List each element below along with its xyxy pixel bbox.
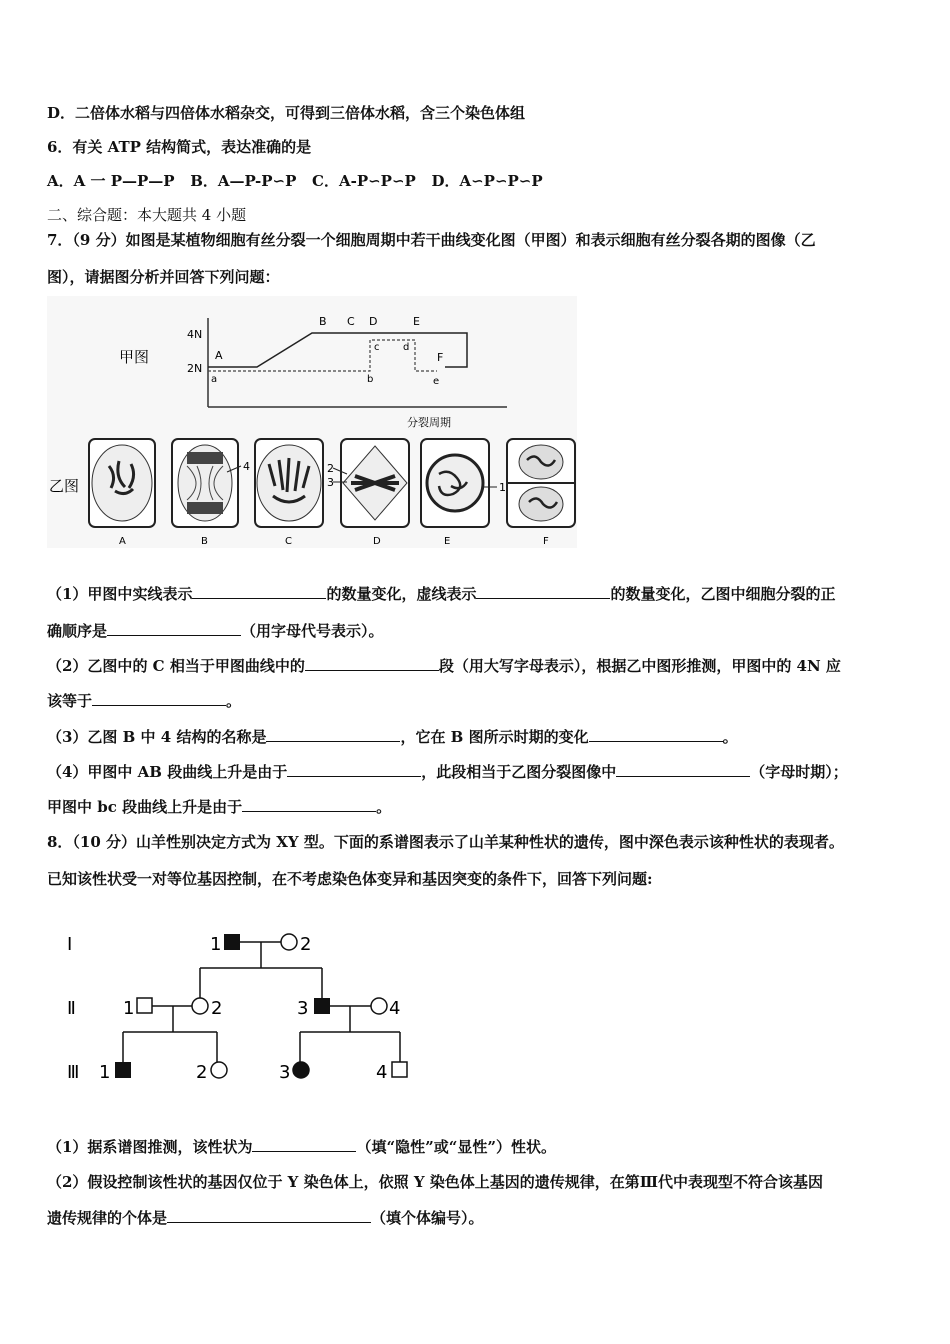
- point-e: e: [433, 376, 440, 387]
- gen3-label-3: 3: [279, 1062, 291, 1083]
- gen3-female-3-affected: [293, 1062, 309, 1078]
- callout-1: 1: [499, 481, 506, 494]
- gen1-label-2: 2: [300, 934, 312, 955]
- generation-III: Ⅲ: [67, 1062, 80, 1083]
- q8-stem-line1: 8．（10 分）山羊性别决定方式为 XY 型。下面的系谱图表示了山羊某种性状的遗传，图中深色表示该种性状的表现者。: [47, 833, 844, 851]
- section-2-title: 二、综合题：本大题共 4 小题: [47, 206, 247, 224]
- gen1-male-affected: [224, 934, 240, 950]
- cell-letter-F: F: [543, 536, 549, 547]
- cell-letter-E: E: [444, 536, 451, 547]
- q7-part2-line2: 该等于 。: [47, 692, 242, 710]
- q8-part2-line2: 遗传规律的个体是 （填个体编号）。: [47, 1209, 484, 1227]
- point-a: a: [211, 374, 218, 385]
- q7-figure: [47, 296, 577, 548]
- answer-blank[interactable]: [167, 1208, 371, 1223]
- cell-letter-D: D: [373, 536, 381, 547]
- answer-blank[interactable]: [589, 727, 723, 742]
- point-F: F: [437, 351, 444, 364]
- generation-I: Ⅰ: [67, 934, 73, 955]
- x-axis-label: 分裂周期: [407, 416, 451, 429]
- point-C: C: [347, 315, 355, 328]
- cell-C: [255, 439, 323, 527]
- q7-part2-line1: （2）乙图中的 C 相当于甲图曲线中的 段（用大写字母表示），根据乙中图形推测，甲图中的 4N 应: [47, 657, 841, 675]
- gen2-female-2: [192, 998, 208, 1014]
- gen2-female-4: [371, 998, 387, 1014]
- cell-letter-C: C: [285, 536, 292, 547]
- gen2-label-3: 3: [297, 998, 309, 1019]
- point-b: b: [367, 374, 374, 385]
- q8-stem-line2: 已知该性状受一对等位基因控制，在不考虑染色体变异和基因突变的条件下，回答下列问题:: [47, 870, 653, 888]
- q7-part1-line1: （1）甲图中实线表示 的数量变化，虚线表示 的数量变化，乙图中细胞分裂的正: [47, 585, 836, 603]
- q7-part3: （3）乙图 B 中 4 结构的名称是 ，它在 B 图所示时期的变化 。: [47, 728, 738, 746]
- jia-label: 甲图: [119, 348, 150, 366]
- gen2-label-2: 2: [211, 998, 223, 1019]
- gen3-female-2: [211, 1062, 227, 1078]
- point-A: A: [215, 349, 223, 362]
- cell-B: [172, 439, 241, 527]
- answer-blank[interactable]: [616, 762, 750, 777]
- cell-D: [333, 439, 409, 527]
- answer-blank[interactable]: [252, 1137, 356, 1152]
- q6-options: A．A 一 P—P—P B．A—P-P∽P C．A-P∽P∽P D．A∽P∽P∽P: [47, 172, 543, 190]
- q7-part4-line1: （4）甲图中 AB 段曲线上升是由于 ，此段相当于乙图分裂图像中 （字母时期）；: [47, 763, 848, 781]
- gen3-label-4: 4: [376, 1062, 388, 1083]
- q7-stem-line2: 图），请据图分析并回答下列问题：: [47, 268, 280, 286]
- point-E: E: [413, 315, 420, 328]
- q5-option-d: D．二倍体水稻与四倍体水稻杂交，可得到三倍体水稻，含三个染色体组: [47, 104, 526, 122]
- q6-stem: 6．有关 ATP 结构简式，表达准确的是: [47, 138, 312, 156]
- callout-3: 3: [327, 476, 334, 489]
- q8-part1: （1）据系谱图推测，该性状为 （填“隐性”或“显性”）性状。: [47, 1138, 556, 1156]
- generation-II: Ⅱ: [67, 998, 76, 1019]
- yi-label: 乙图: [49, 477, 80, 495]
- answer-blank[interactable]: [476, 584, 610, 599]
- gen3-label-1: 1: [99, 1062, 111, 1083]
- pedigree-chart: [55, 922, 435, 1092]
- gen1-label-1: 1: [210, 934, 222, 955]
- q7-part1-line2: 确顺序是 （用字母代号表示）。: [47, 622, 384, 640]
- point-c: c: [374, 342, 380, 353]
- gen2-label-4: 4: [389, 998, 401, 1019]
- answer-blank[interactable]: [192, 584, 326, 599]
- gen3-label-2: 2: [196, 1062, 208, 1083]
- q7-part4-line2: 甲图中 bc 段曲线上升是由于 。: [47, 798, 392, 816]
- point-B: B: [319, 315, 327, 328]
- y-label-2n: 2N: [187, 362, 203, 375]
- gen2-label-1: 1: [123, 998, 135, 1019]
- answer-blank[interactable]: [107, 621, 241, 636]
- answer-blank[interactable]: [92, 691, 226, 706]
- point-D: D: [369, 315, 378, 328]
- answer-blank[interactable]: [266, 727, 400, 742]
- answer-blank[interactable]: [242, 797, 376, 812]
- callout-2: 2: [327, 462, 334, 475]
- q7-stem-line1: 7．（9 分）如图是某植物细胞有丝分裂一个细胞周期中若干曲线变化图（甲图）和表示细胞有丝分裂各期的图像（乙: [47, 231, 816, 249]
- point-d: d: [403, 342, 410, 353]
- answer-blank[interactable]: [305, 656, 439, 671]
- gen2-male-1: [137, 998, 152, 1013]
- gen3-male-4: [392, 1062, 407, 1077]
- gen3-male-1-affected: [115, 1062, 131, 1078]
- cell-letter-A: A: [119, 536, 126, 547]
- cell-F: [507, 439, 575, 527]
- callout-4: 4: [243, 460, 250, 473]
- gen2-male-3-affected: [314, 998, 330, 1014]
- gen1-female: [281, 934, 297, 950]
- y-label-4n: 4N: [187, 328, 203, 341]
- cell-E: [421, 439, 497, 527]
- answer-blank[interactable]: [287, 762, 421, 777]
- cell-A: [89, 439, 155, 527]
- cell-letter-B: B: [201, 536, 208, 547]
- q8-part2-line1: （2）假设控制该性状的基因仅位于 Y 染色体上，依照 Y 染色体上基因的遗传规律，在第Ⅲ代中表现型不符合该基因: [47, 1173, 824, 1191]
